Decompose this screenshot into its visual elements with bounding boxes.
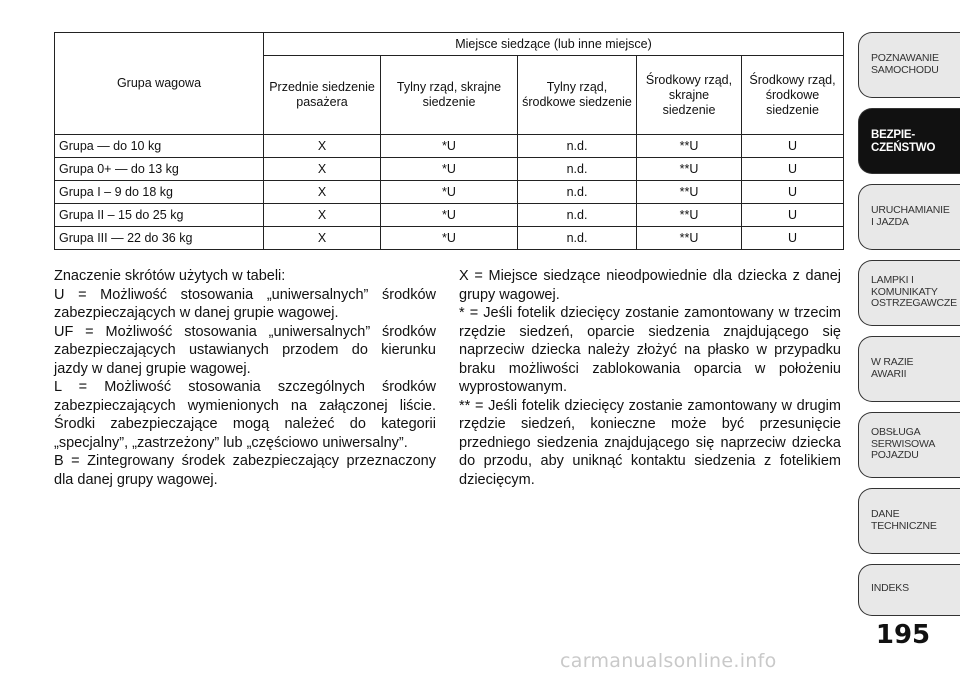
tab-label: KOMUNIKATY — [871, 285, 938, 298]
tab-label: OSTRZEGAWCZE — [871, 297, 957, 309]
tab-label: POJAZDU — [871, 449, 919, 461]
table-cell: U — [742, 158, 844, 181]
table-cell: *U — [381, 204, 518, 227]
table-cell: n.d. — [518, 135, 637, 158]
table-cell: X — [264, 227, 381, 250]
tab-dane-techniczne[interactable] — [858, 488, 960, 554]
tab-label: POZNAWANIE — [871, 52, 939, 64]
table-cell: n.d. — [518, 227, 637, 250]
tab-label: W RAZIE — [871, 356, 914, 368]
page-number: 195 — [875, 620, 931, 650]
weight-group-cell: Grupa I – 9 do 18 kg — [55, 181, 264, 204]
table-cell: U — [742, 135, 844, 158]
tab-label: INDEKS — [871, 582, 909, 594]
table-cell: **U — [637, 204, 742, 227]
weight-group-cell: Grupa III — 22 do 36 kg — [55, 227, 264, 250]
table-cell: *U — [381, 227, 518, 250]
legend-item-uf: UF = Możliwość stosowania „uniwersalnych” środków zabezpieczających ustawianych przodem do kierunku jazdy w danej grupie wagowej. — [54, 323, 436, 377]
header-weight-group: Grupa wagowa — [55, 33, 264, 135]
legend-column-left — [54, 267, 436, 489]
column-header: Tylny rząd, skrajne siedzenie — [381, 56, 518, 135]
tab-label: BEZPIE- — [871, 129, 915, 141]
table-cell: X — [264, 181, 381, 204]
column-header: Środkowy rząd, skrajne siedzenie — [637, 56, 742, 135]
tab-uruchamianie-i-jazda[interactable] — [858, 184, 960, 250]
legend-item-x: X = Miejsce siedzące nieodpowiednie dla dziecka z danej grupy wagowej. — [459, 268, 841, 303]
table-cell: X — [264, 204, 381, 227]
tab-label: I JAZDA — [871, 215, 909, 228]
table-cell: U — [742, 204, 844, 227]
table-cell: X — [264, 158, 381, 181]
tab-label: TECHNICZNE — [871, 519, 937, 532]
table-cell: **U — [637, 227, 742, 250]
watermark: carmanualsonline.info — [560, 650, 777, 672]
column-header: Tylny rząd, środkowe siedzenie — [518, 56, 637, 135]
tab-poznawanie-samochodu[interactable] — [858, 32, 960, 98]
weight-group-cell: Grupa — do 10 kg — [55, 135, 264, 158]
tab-label: URUCHAMIANIE — [871, 204, 950, 216]
tab-label: SERWISOWA — [871, 437, 936, 450]
tab-label: DANE — [871, 508, 900, 520]
tab-label: CZEŃSTWO — [871, 142, 936, 154]
legend-item-star: * = Jeśli fotelik dziecięcy zostanie zamontowany w trzecim rzędzie siedzeń, oparcie siedzenia znajdującego się naprzeciw dziecka należy złożyć na płasko w przypadku braku możliwości zablokowania oparcia w położeniu wyprostowanym. — [459, 305, 841, 395]
legend-item-u: U = Możliwość stosowania „uniwersalnych” środków zabezpieczających w danej grupie wagowej. — [54, 286, 436, 321]
table-cell: *U — [381, 181, 518, 204]
tab-label: SAMOCHODU — [871, 63, 939, 76]
table-cell: U — [742, 227, 844, 250]
legend-item-l: L = Możliwość stosowania szczególnych środków zabezpieczających wymienionych na załączonej liście. Środki zabezpieczające mogą należeć do kategorii „specjalny”, „zastrzeżony” lub „częściowo uniwersalny”. — [54, 379, 436, 451]
table-cell: **U — [637, 135, 742, 158]
tab-label: AWARII — [871, 367, 907, 380]
table-cell: X — [264, 135, 381, 158]
table-cell: n.d. — [518, 181, 637, 204]
child-seat-table — [54, 32, 844, 250]
legend-item-double-star: ** = Jeśli fotelik dziecięcy zostanie zamontowany w drugim rzędzie siedzeń, konieczne może być przesunięcie przedniego siedzenia znajdującego się naprzeciw dziecka do przodu, aby uniknąć kontaktu siedzenia z fotelikiem dziecięcym. — [459, 397, 841, 488]
legend-heading: Znaczenie skrótów użytych w tabeli: — [54, 268, 286, 284]
tab-w-razie-awarii[interactable] — [858, 336, 960, 402]
table-cell: n.d. — [518, 158, 637, 181]
table-cell: *U — [381, 158, 518, 181]
table-cell: **U — [637, 158, 742, 181]
tab-label: OBSŁUGA — [871, 426, 921, 438]
column-header: Środkowy rząd, środkowe siedzenie — [742, 56, 844, 135]
tab-label: LAMPKI I — [871, 274, 914, 286]
header-seat-position: Miejsce siedzące (lub inne miejsce) — [264, 33, 844, 56]
table-row — [55, 181, 844, 204]
table-cell: **U — [637, 181, 742, 204]
table-row — [55, 158, 844, 181]
weight-group-cell: Grupa 0+ — do 13 kg — [55, 158, 264, 181]
legend-column-right — [459, 267, 841, 489]
tab-lampki-i-komunikaty[interactable] — [858, 260, 960, 326]
table-row — [55, 227, 844, 250]
column-header: Przednie siedzenie pasażera — [264, 56, 381, 135]
weight-group-cell: Grupa II – 15 do 25 kg — [55, 204, 264, 227]
table-row — [55, 204, 844, 227]
tab-obsluga-serwisowa[interactable] — [858, 412, 960, 478]
table-row — [55, 135, 844, 158]
table-cell: n.d. — [518, 204, 637, 227]
legend-item-b: B = Zintegrowany środek zabezpieczający przeznaczony dla danej grupy wagowej. — [54, 453, 436, 488]
table-cell: *U — [381, 135, 518, 158]
tab-bezpieczenstwo[interactable] — [858, 108, 960, 174]
tab-indeks[interactable] — [858, 564, 960, 616]
table-cell: U — [742, 181, 844, 204]
